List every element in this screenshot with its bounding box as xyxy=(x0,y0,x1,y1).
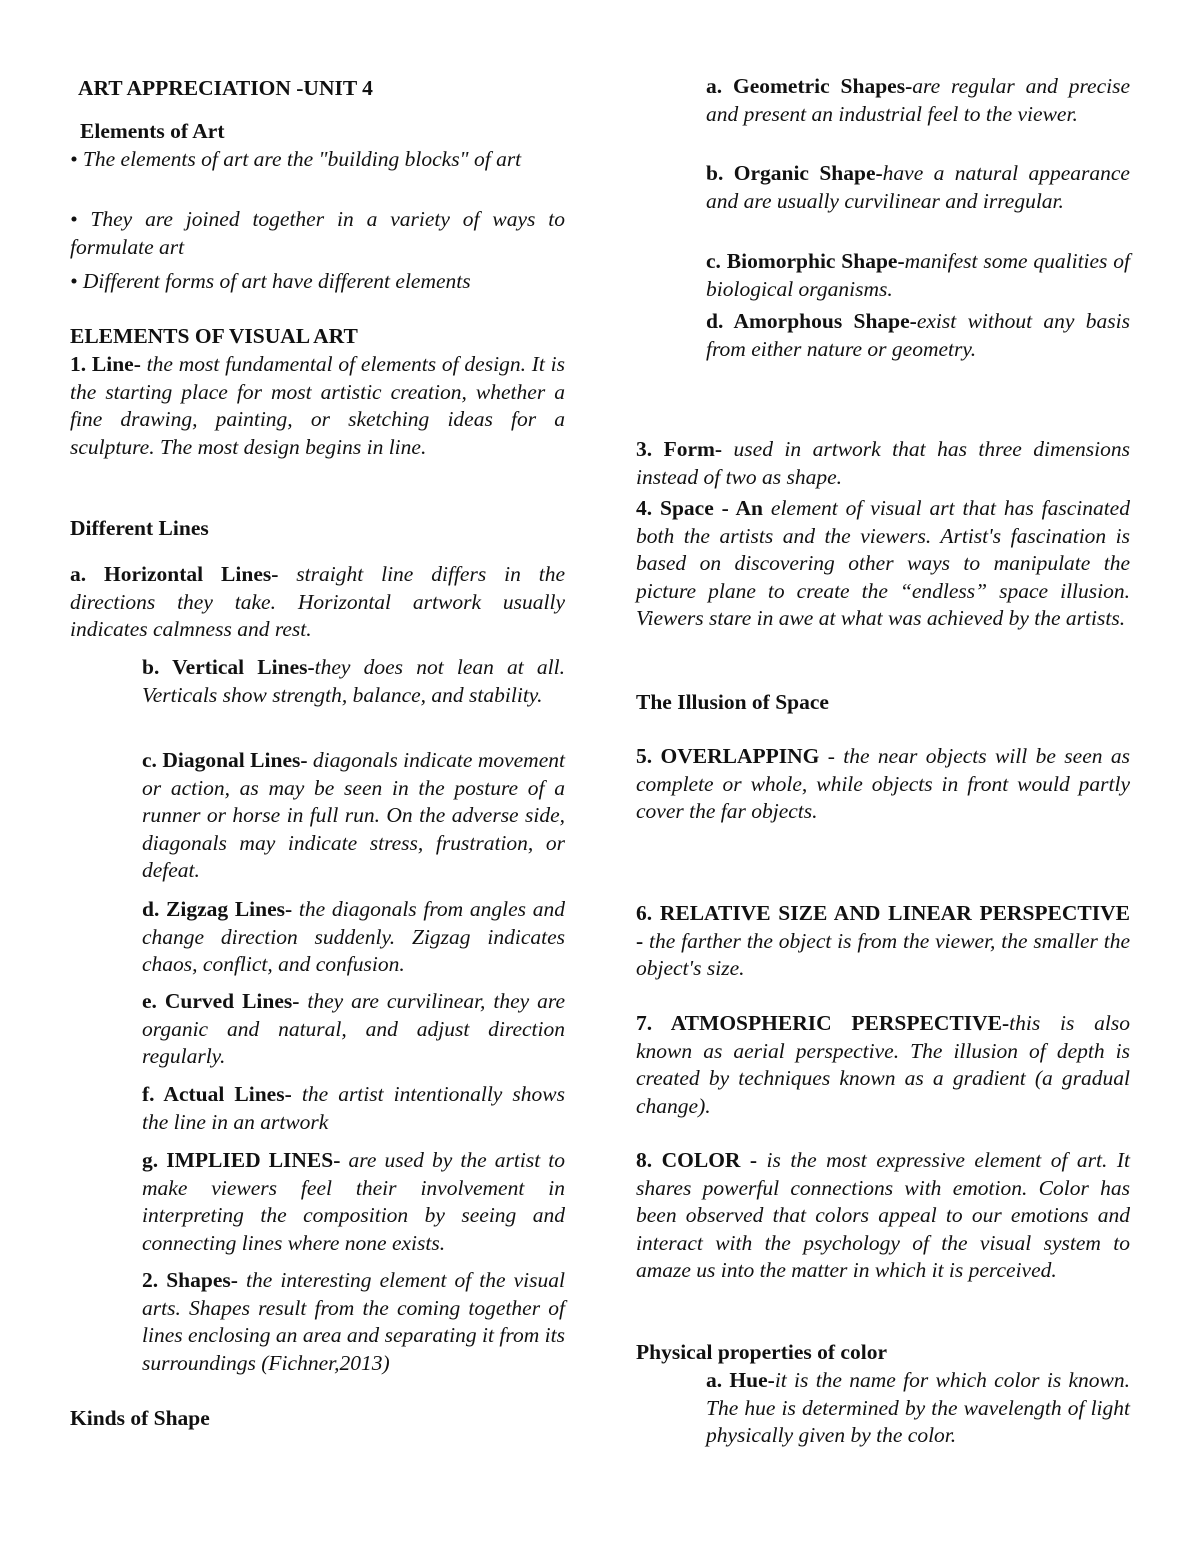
right-para-0 xyxy=(706,73,1130,128)
body-text: the diagonals from angles and change direction suddenly. Zigzag indicates chaos, conflict, and confusion. xyxy=(142,897,565,977)
left-para-14 xyxy=(142,1147,565,1257)
bold-lead: 1. Line- xyxy=(70,352,141,376)
left-para-9 xyxy=(142,654,565,709)
bold-lead: Physical properties of color xyxy=(636,1340,887,1364)
right-para-9 xyxy=(636,1010,1130,1120)
left-para-8 xyxy=(70,561,565,644)
right-para-12 xyxy=(706,1367,1130,1450)
bold-lead: ART APPRECIATION -UNIT 4 xyxy=(78,76,373,100)
left-head-5 xyxy=(70,323,565,351)
bold-lead: 7. ATMOSPHERIC PERSPECTIVE- xyxy=(636,1011,1010,1035)
left-head-7 xyxy=(70,515,565,543)
body-text: - the near objects will be seen as complete or whole, while objects in front would partly cover the far objects. xyxy=(636,744,1130,824)
left-para-6 xyxy=(70,351,565,461)
left-para-15 xyxy=(142,1267,565,1377)
left-para-10 xyxy=(142,747,565,885)
right-para-10 xyxy=(636,1147,1130,1285)
right-para-5 xyxy=(636,495,1130,633)
body-text: is the most expressive element of art. It shares powerful connections with emotion. Color has been observed that colors appeal to our emotions and interact with the psychology of the visual system to amaze us into the matter in which it is perceived. xyxy=(636,1148,1131,1283)
bold-lead: a. Hue- xyxy=(706,1368,775,1392)
bold-lead: d. Zigzag Lines- xyxy=(142,897,293,921)
bold-lead: 2. Shapes- xyxy=(142,1268,238,1292)
body-text: they are curvilinear, they are organic and natural, and adjust direction regularly. xyxy=(142,989,565,1069)
bold-lead: d. Amorphous Shape- xyxy=(706,309,917,333)
body-text: • They are joined together in a variety of ways to formulate art xyxy=(70,207,565,259)
right-head-6 xyxy=(636,689,1130,717)
bold-lead: Kinds of Shape xyxy=(70,1406,210,1430)
left-bullet-3 xyxy=(70,206,565,261)
body-text: diagonals indicate movement or action, as may be seen in the posture of a runner or horse in full run. On the adverse side, diagonals may indicate stress, frustration, or defeat. xyxy=(142,748,565,883)
body-text: it is the name for which color is known. The hue is determined by the wavelength of light physically given by the color. xyxy=(706,1368,1130,1448)
bold-lead: g. IMPLIED LINES- xyxy=(142,1148,341,1172)
left-head-16 xyxy=(70,1405,565,1433)
bold-lead: 5. OVERLAPPING xyxy=(636,744,820,768)
bold-lead: Different Lines xyxy=(70,516,209,540)
right-head-11 xyxy=(636,1339,1130,1367)
left-para-13 xyxy=(142,1081,565,1136)
body-text: they does not lean at all. Verticals show strength, balance, and stability. xyxy=(142,655,565,707)
body-text: the farther the object is from the viewer, the smaller the object's size. xyxy=(636,928,1130,981)
body-text: are regular and precise and present an industrial feel to the viewer. xyxy=(706,74,1130,126)
bold-lead: f. Actual Lines- xyxy=(142,1082,292,1106)
bold-lead: b. Organic Shape- xyxy=(706,161,883,185)
left-head-1 xyxy=(80,118,570,146)
body-text: have a natural appearance and are usually curvilinear and irregular. xyxy=(706,161,1130,213)
body-text: the most fundamental of elements of design. It is the starting place for most artistic creation, whether a fine drawing, painting, or sketching ideas for a sculpture. The most design begins in line. xyxy=(70,352,565,459)
bold-lead: 4. Space - An xyxy=(636,496,764,520)
bold-lead: 8. COLOR - xyxy=(636,1148,758,1172)
body-text: manifest some qualities of biological organisms. xyxy=(706,249,1130,301)
bold-lead: 3. Form- xyxy=(636,437,723,461)
body-text: • Different forms of art have different elements xyxy=(70,269,471,293)
right-para-2 xyxy=(706,248,1130,303)
bold-lead: c. Biomorphic Shape- xyxy=(706,249,905,273)
right-para-7 xyxy=(636,743,1130,826)
right-para-4 xyxy=(636,436,1130,491)
body-text: are used by the artist to make viewers feel their involvement in interpreting the composition by seeing and connecting lines where none exists. xyxy=(142,1148,565,1255)
bold-lead: 6. RELATIVE SIZE AND LINEAR PERSPECTIVE - xyxy=(636,901,1130,953)
body-text: • The elements of art are the "building blocks" of art xyxy=(70,147,522,171)
bold-lead: e. Curved Lines- xyxy=(142,989,300,1013)
left-para-11 xyxy=(142,896,565,979)
body-text: straight line differs in the directions they take. Horizontal artwork usually indicates calmness and rest. xyxy=(70,562,565,642)
bold-lead: The Illusion of Space xyxy=(636,690,829,714)
bold-lead: b. Vertical Lines- xyxy=(142,655,315,679)
right-para-8 xyxy=(636,900,1130,983)
bold-lead: Elements of Art xyxy=(80,119,225,143)
bold-lead: a. Geometric Shapes- xyxy=(706,74,913,98)
left-head-0 xyxy=(78,75,568,103)
body-text: exist without any basis from either nature or geometry. xyxy=(706,309,1130,361)
body-text: element of visual art that has fascinated both the artists and the viewers. Artist's fascination is based on discovering other ways to manipulate the picture plane to create the “endless” space illusion. Viewers stare in awe at what was achieved by the artists. xyxy=(636,496,1130,631)
right-para-3 xyxy=(706,308,1130,363)
left-bullet-4 xyxy=(70,268,565,296)
bold-lead: c. Diagonal Lines- xyxy=(142,748,308,772)
body-text: the interesting element of the visual arts. Shapes result from the coming together of lines enclosing an area and separating it from its surroundings (Fichner,2013) xyxy=(142,1268,565,1375)
bold-lead: ELEMENTS OF VISUAL ART xyxy=(70,324,358,348)
body-text: the artist intentionally shows the line in an artwork xyxy=(142,1082,565,1134)
left-para-12 xyxy=(142,988,565,1071)
bold-lead: a. Horizontal Lines- xyxy=(70,562,279,586)
body-text: used in artwork that has three dimensions instead of two as shape. xyxy=(636,437,1130,489)
body-text: this is also known as aerial perspective. The illusion of depth is created by techniques known as a gradient (a gradual change). xyxy=(636,1011,1130,1118)
left-bullet-2 xyxy=(70,146,565,174)
right-para-1 xyxy=(706,160,1130,215)
